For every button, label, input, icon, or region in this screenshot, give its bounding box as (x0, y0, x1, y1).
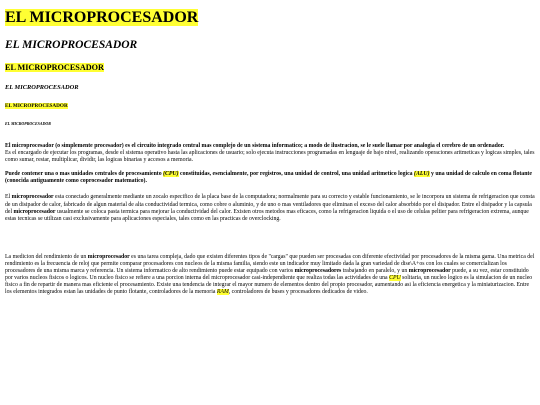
keyword-microprocesador: microprocesador (13, 208, 56, 215)
heading-level-6: EL MICROPROCESADOR (5, 121, 51, 126)
performance-text-4: puede, a su vez, estar constituido por varios nucleos fisicos o logicos. Un nucleo fisico se refiere a una porcion interna del microprocesador casi-independiente que realiza todas las actividades de una (5, 268, 529, 282)
keyword-microprocesador: microprocesador (87, 253, 130, 260)
heading-level-1 (5, 8, 535, 28)
performance-text-5: solitaria, un nucleo logico es la simulacion de un nucleo fisico a fin de repartir de manera mas eficiente el procesamiento. Existe una tendencia de integrar el mayor numero de elementos dentro del propio procesador, aumentando asi la eficiencia energetica y la miniaturizacion. Entre los elementos integrados estan las unidades de punto flotante, controladores de la memoria (5, 275, 533, 296)
cooling-text-3: usualmente se coloca pasta termica para mejorar la conductividad del calor. Existen otros metodos mas eficaces, como la refrigeracion liquida o el uso de celulas peltier para refrigeracion extrema, aunque estas tecnicas se utilizan casi exclusivamente para aplicaciones especiales, tales como en las practicas de overclocking. (5, 208, 529, 222)
heading-level-5 (5, 102, 535, 110)
definition-bold-text: El microprocesador (o simplemente procesador) es el circuito integrado central mas complejo de un sistema informatico; a modo de ilustracion, se le suele llamar por analogia el cerebro de un ordenador. (5, 143, 505, 149)
heading-3-text: EL MICROPROCESADOR (5, 63, 104, 72)
units-text-1: Puede contener una o mas unidades centrales de procesamiento (5, 171, 164, 178)
heading-level-4: EL MICROPROCESADOR (5, 84, 79, 91)
performance-text-1: La medicion del rendimiento de un (5, 253, 88, 260)
heading-level-3 (5, 62, 535, 73)
cooling-text-1: El (5, 194, 12, 201)
paragraph-units (5, 171, 535, 185)
performance-text-2: es una tarea compleja, dado que existen diferentes tipos de "cargas" que pueden ser procesadas con diferente efectividad por procesadores de la misma gama. Una metrica del rendimiento es la frecuencia de reloj que permite comparar procesadores con nucleos de la misma familia, siendo este un indicador muy limitado dada la gran variedad de dise\A+os con los cuales se comercializan los procesadores de una misma marca y referencia. Un sistema informatico de alto rendimiento puede estar equipado con varios (5, 253, 535, 275)
paragraph-performance (5, 254, 535, 297)
ram-highlight: RAM (216, 289, 229, 296)
paragraph-definition (5, 143, 535, 164)
keyword-microprocesadores: microprocesadores (294, 268, 342, 275)
heading-1-text: EL MICROPROCESADOR (5, 9, 199, 26)
cpu-highlight: (CPU) (163, 171, 179, 178)
cpu-highlight: CPU (389, 275, 401, 282)
heading-level-2: EL MICROPROCESADOR (5, 39, 138, 51)
definition-rest-text: Es el encargado de ejecutar los programas, desde el sistema operativo hasta las aplicaciones de usuario; solo ejecuta instrucciones programadas en lenguaje de bajo nivel, realizando operaciones aritmeticas y logicas simples, tales como sumar, restar, multiplicar, dividir, las logicas binarias y accesos a memoria. (5, 150, 535, 164)
performance-text-3: trabajando en paralelo, y un (341, 268, 409, 275)
heading-5-text: EL MICROPROCESADOR (5, 103, 68, 109)
keyword-microprocesador: microprocesador (408, 268, 451, 275)
cooling-text-2: esta conectado generalmente mediante un zocalo especifico de la placa base de la computadora; normalmente para su correcto y estable funcionamiento, se le incorpora un sistema de refrigeracion que consta de un disipador de calor, fabricado de algun material de alta conductividad termica, como cobre o aluminio, y de uno o mas ventiladores que eliminan el exceso del calor absorbido por el disipador. Entre el disipador y la capsula del (5, 194, 535, 215)
units-text-3: y una unidad de calculo en coma flotante (conocida antiguamente como coprocesador matematico). (5, 171, 532, 185)
alu-highlight: (ALU) (414, 171, 430, 178)
spacer (5, 230, 535, 254)
paragraph-cooling (5, 194, 535, 222)
keyword-microprocesador: microprocesador (11, 194, 54, 201)
units-text-2: constituidas, esencialmente, por registros, una unidad de control, una unidad aritmetico logica (178, 171, 415, 178)
performance-text-6: , controladores de buses y procesadores dedicados de video. (228, 289, 368, 296)
